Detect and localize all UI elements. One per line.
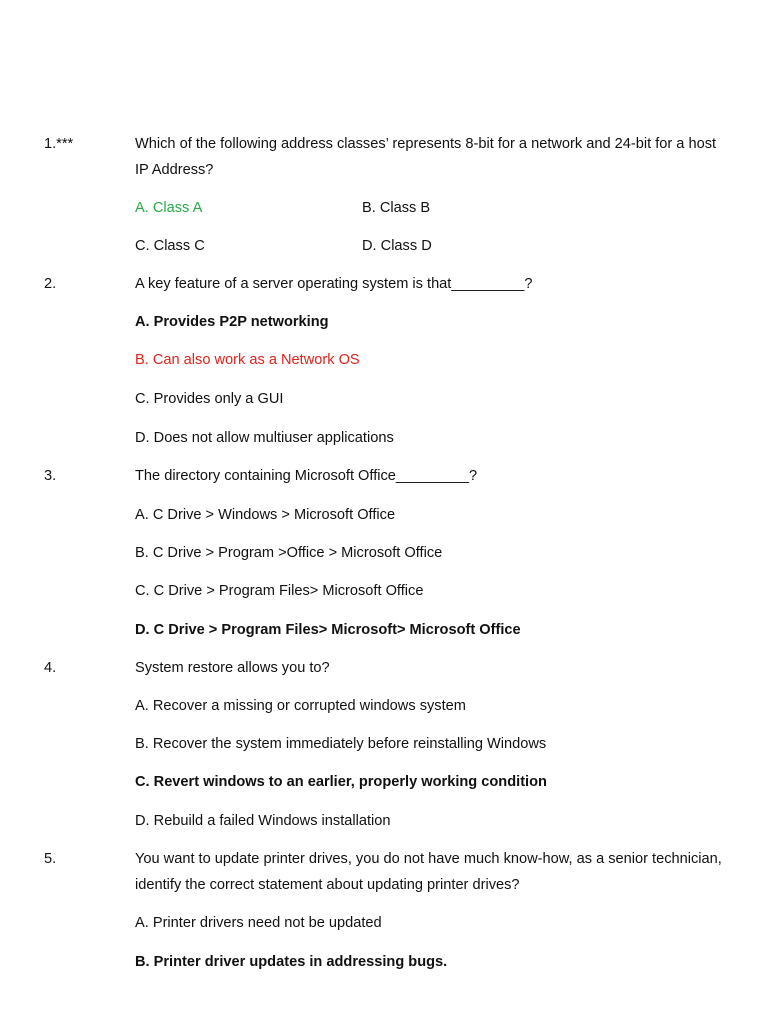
question-1-number: 1.*** bbox=[44, 136, 74, 152]
question-5-text: You want to update printer drives, you do not have much know-how, as a senior technician, identify the correct statement about updating printer drives? bbox=[135, 851, 722, 893]
question-4-option-c: C. Revert windows to an earlier, properly working condition bbox=[135, 774, 547, 790]
question-2-option-a: A. Provides P2P networking bbox=[135, 314, 329, 330]
question-3-text: The directory containing Microsoft Office_________? bbox=[135, 468, 478, 484]
question-1-option-b: B. Class B bbox=[362, 200, 431, 216]
question-2-option-d: D. Does not allow multiuser applications bbox=[135, 430, 394, 446]
question-4-option-d: D. Rebuild a failed Windows installation bbox=[135, 813, 391, 829]
question-1-option-a: A. Class A bbox=[135, 200, 203, 216]
question-3-number: 3. bbox=[44, 468, 57, 484]
question-1-option-c: C. Class C bbox=[135, 238, 205, 254]
question-1-text: Which of the following address classes’ represents 8-bit for a network and 24-bit for a host IP Address? bbox=[135, 136, 717, 178]
question-2-option-c: C. Provides only a GUI bbox=[135, 391, 284, 407]
question-4-option-a: A. Recover a missing or corrupted windows system bbox=[135, 698, 466, 714]
question-5-option-b: B. Printer driver updates in addressing bugs. bbox=[135, 954, 448, 970]
question-3-option-a: A. C Drive > Windows > Microsoft Office bbox=[135, 507, 396, 523]
question-2-number: 2. bbox=[44, 276, 57, 292]
question-3-option-c: C. C Drive > Program Files> Microsoft Office bbox=[135, 583, 424, 599]
question-1-option-d: D. Class D bbox=[362, 238, 432, 254]
question-2-text: A key feature of a server operating system is that_________? bbox=[135, 276, 533, 292]
question-5-number: 5. bbox=[44, 851, 57, 867]
question-4-text: System restore allows you to? bbox=[135, 660, 330, 676]
question-4-option-b: B. Recover the system immediately before reinstalling Windows bbox=[135, 736, 547, 752]
question-3-option-d: D. C Drive > Program Files> Microsoft> Microsoft Office bbox=[135, 622, 521, 638]
question-3-option-b: B. C Drive > Program >Office > Microsoft Office bbox=[135, 545, 443, 561]
question-2-option-b: B. Can also work as a Network OS bbox=[135, 352, 360, 368]
question-5-option-a: A. Printer drivers need not be updated bbox=[135, 915, 382, 931]
question-4-number: 4. bbox=[44, 660, 57, 676]
